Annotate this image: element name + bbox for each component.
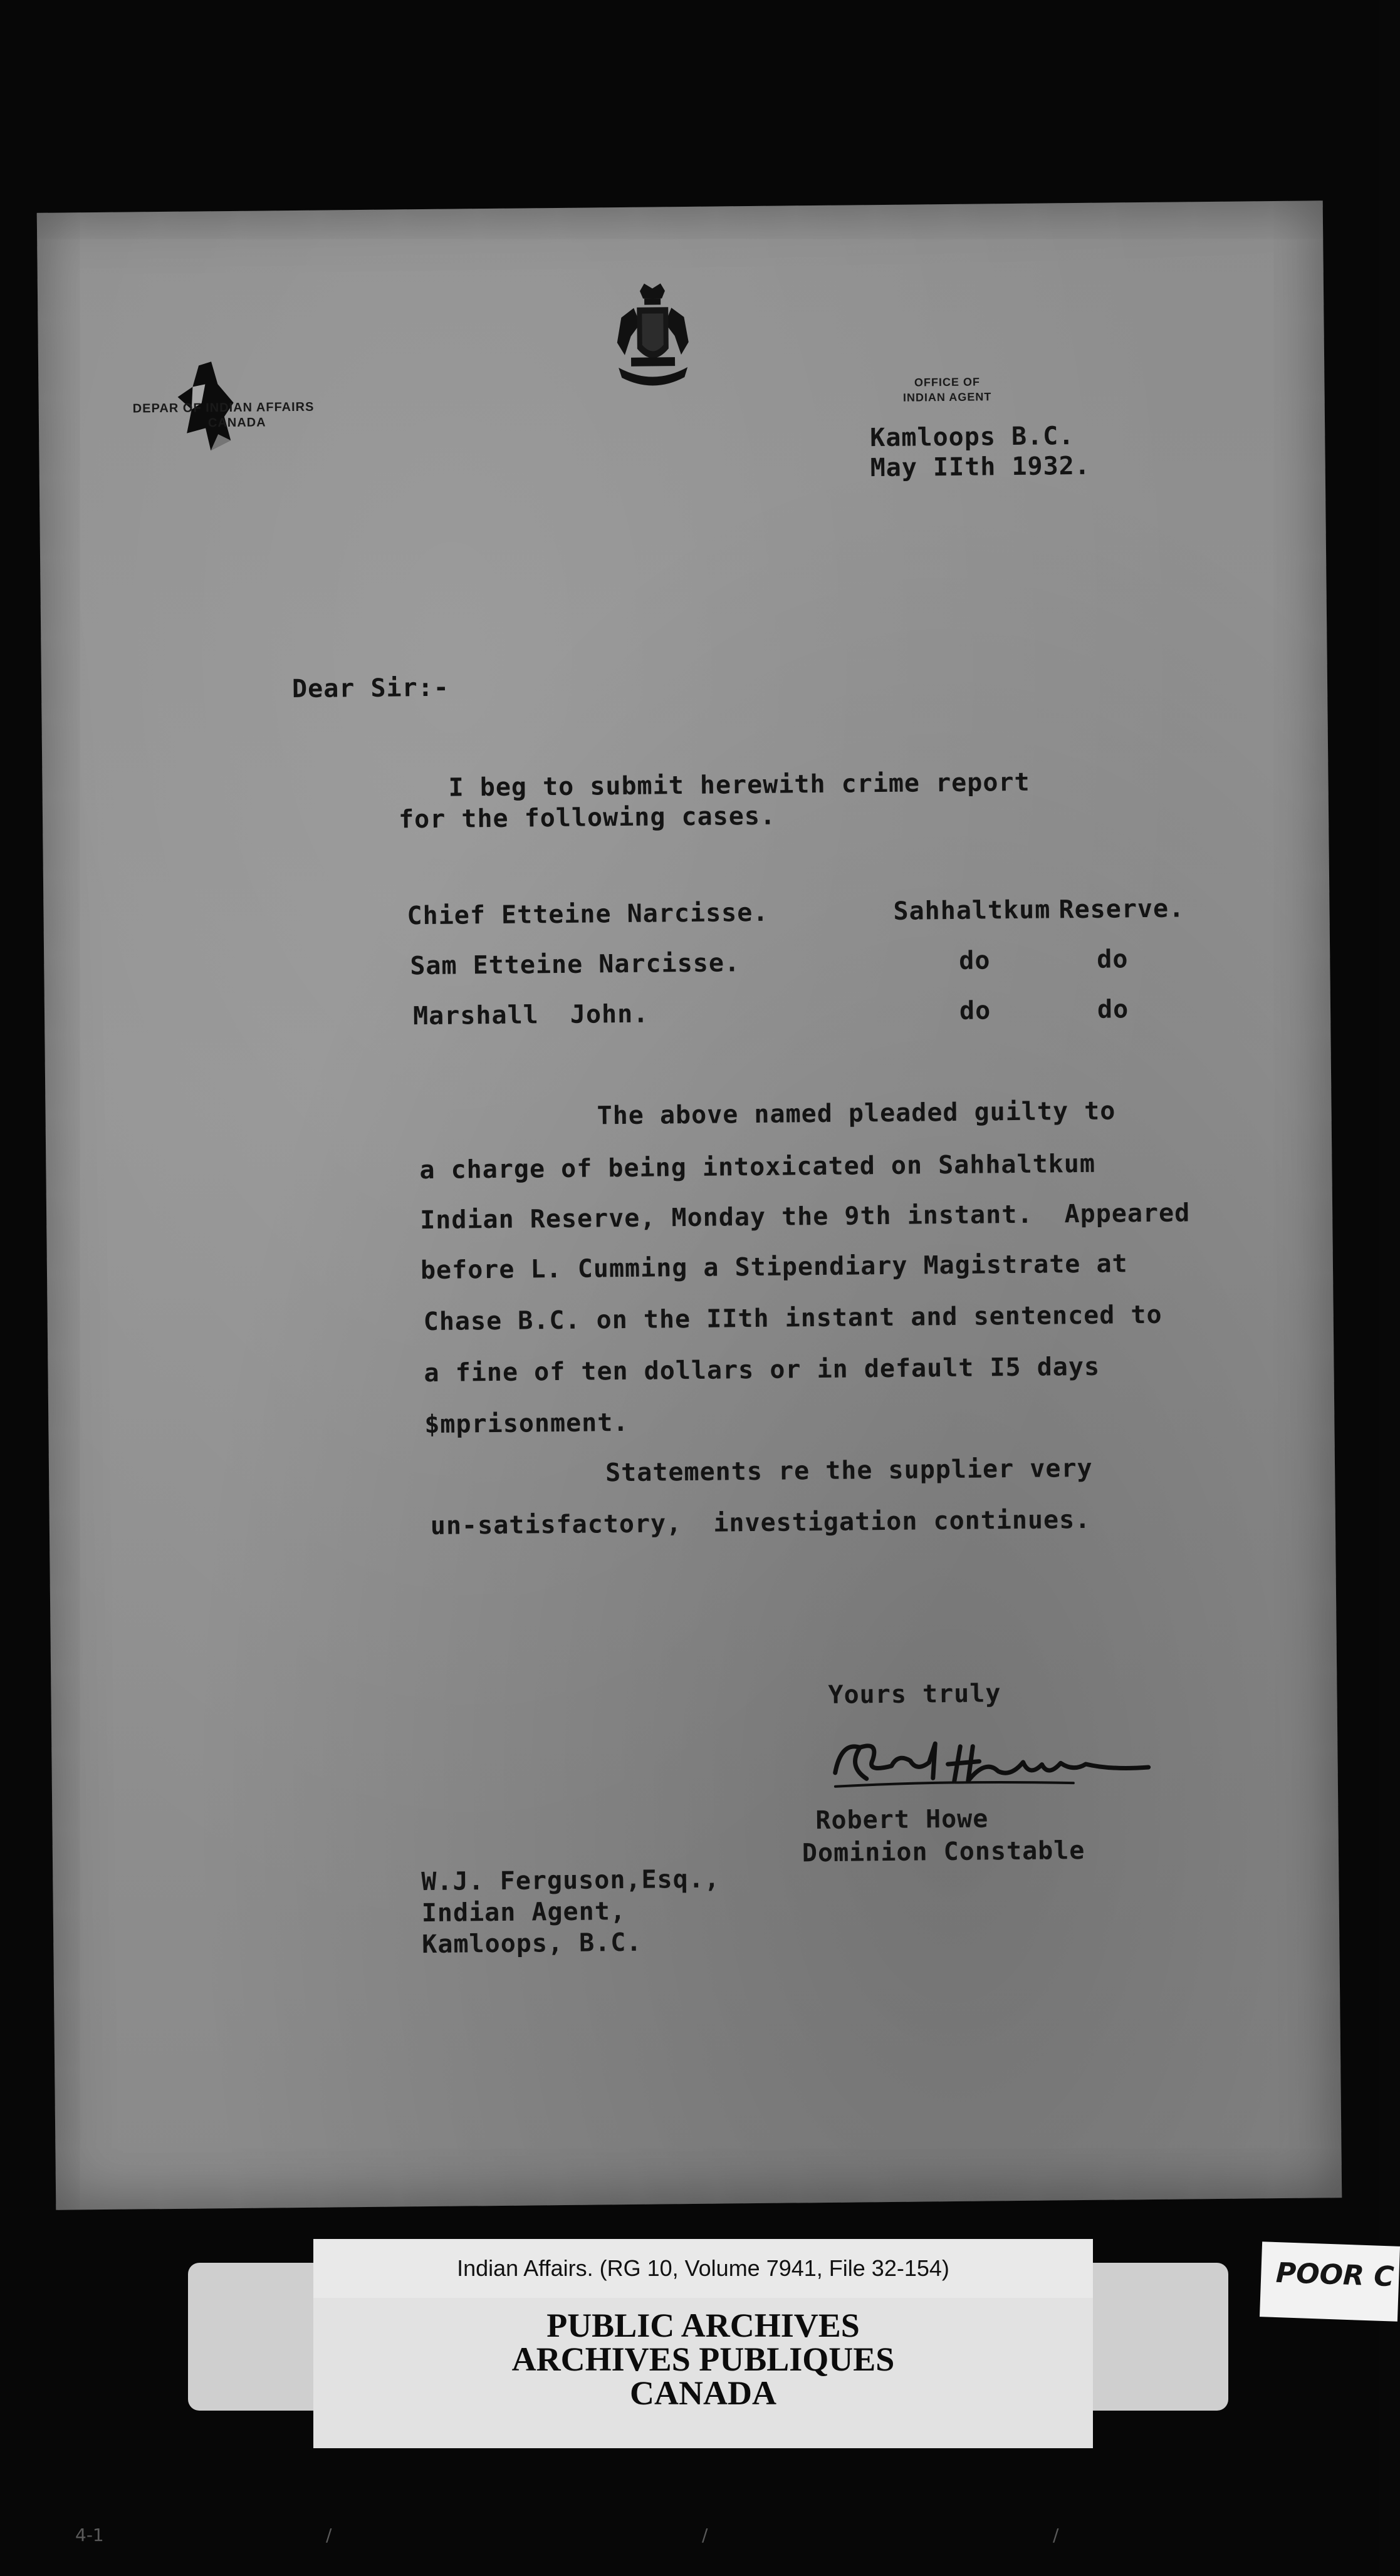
film-mark-1: 4-1: [75, 2525, 104, 2545]
condition-note: POOR C: [1275, 2257, 1395, 2293]
case-col2-1: Reserve.: [1058, 894, 1185, 925]
intro-line2: for the following cases.: [398, 801, 776, 834]
case-name-2: Sam Etteine Narcisse.: [410, 948, 741, 981]
case-col2-2: do: [1097, 945, 1129, 974]
letterhead-department: [133, 400, 315, 432]
recipient-line2: Indian Agent,: [421, 1897, 627, 1928]
body-line3: Indian Reserve, Monday the 9th instant. Appeared: [419, 1198, 1191, 1235]
recipient-line3: Kamloops, B.C.: [422, 1928, 642, 1960]
letter-page: [37, 200, 1342, 2210]
signer-name: Robert Howe: [815, 1804, 989, 1836]
body-line1: The above named pleaded guilty to: [597, 1096, 1116, 1131]
header-place: Kamloops B.C.: [870, 422, 1075, 453]
office-line1: OFFICE OF: [914, 375, 980, 389]
archive-reference: Indian Affairs. (RG 10, Volume 7941, File 32-154): [457, 2255, 949, 2281]
archive-line1: PUBLIC ARCHIVES: [546, 2307, 860, 2344]
department-text: DEPAR OF INDIAN AFFAIRS: [132, 400, 315, 416]
recipient-line1: W.J. Ferguson,Esq.,: [421, 1864, 721, 1897]
case-name-3: Marshall John.: [412, 999, 649, 1031]
body-line6: a fine of ten dollars or in default I5 days: [424, 1352, 1100, 1388]
body-line5: Chase B.C. on the IIth instant and sentenced to: [423, 1300, 1162, 1337]
archive-line2: ARCHIVES PUBLIQUES: [511, 2340, 895, 2378]
salutation: Dear Sir:-: [291, 673, 450, 704]
case-col1-1: Sahhaltkum: [893, 895, 1051, 926]
body-line8: Statements re the supplier very: [605, 1453, 1093, 1488]
handwritten-signature: [822, 1726, 1174, 1798]
film-mark-3: /: [702, 2525, 708, 2545]
coat-of-arms-icon: [605, 279, 701, 393]
film-mark-4: /: [1053, 2525, 1059, 2545]
intro-line1: I beg to submit herewith crime report: [448, 767, 1030, 802]
case-col2-3: do: [1097, 995, 1129, 1024]
header-date: May IIth 1932.: [870, 451, 1091, 483]
body-line4: before L. Cumming a Stipendiary Magistrate at: [420, 1249, 1128, 1285]
archive-line3: CANADA: [630, 2374, 776, 2412]
body-line2: a charge of being intoxicated on Sahhaltkum: [419, 1149, 1096, 1185]
case-name-1: Chief Etteine Narcisse.: [407, 898, 769, 931]
valediction: Yours truly: [828, 1679, 1001, 1710]
case-col1-2: do: [959, 946, 991, 975]
office-line2: INDIAN AGENT: [902, 390, 992, 404]
department-country: CANADA: [207, 415, 266, 430]
film-mark-2: /: [326, 2525, 332, 2545]
body-line7: $mprisonment.: [424, 1408, 629, 1440]
case-col1-3: do: [959, 996, 991, 1026]
signer-title: Dominion Constable: [802, 1836, 1085, 1868]
letterhead-office: [872, 374, 1022, 405]
body-line9: un-satisfactory, investigation continues.: [430, 1505, 1091, 1540]
